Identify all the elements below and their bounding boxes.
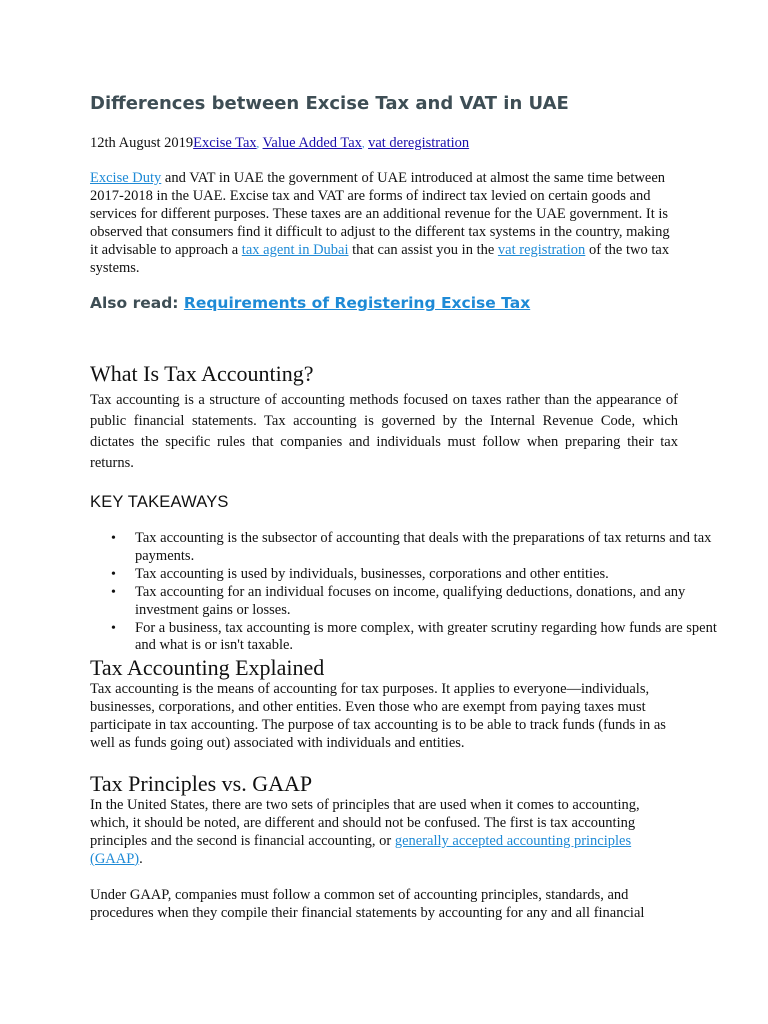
intro-text-3: of the two tax systems. xyxy=(90,241,670,276)
category-link-excise-tax[interactable]: Excise Tax xyxy=(193,135,257,151)
also-read-link[interactable]: Requirements of Registering Excise Tax xyxy=(183,294,531,312)
tax-agent-link[interactable]: tax agent in Dubai xyxy=(241,241,349,258)
section-heading-principles: Tax Principles vs. GAAP xyxy=(90,771,313,796)
key-takeaways-list xyxy=(90,530,723,655)
list-item: • Tax accounting for an individual focuses on income, qualifying deductions, donations, and any investment gains or losses. xyxy=(135,584,723,620)
section-body-tax-accounting: Tax accounting is a structure of accounting methods focused on taxes rather than the appearance of public financial statements. Tax accounting is governed by the Internal Revenue Code, which dictates the specific rules that companies and individuals must follow when preparing their tax returns. xyxy=(90,392,678,471)
intro-paragraph xyxy=(90,170,678,277)
vat-registration-link[interactable]: vat registration xyxy=(497,241,586,258)
page-title: Differences between Excise Tax and VAT in UAE xyxy=(90,93,569,114)
category-link-value-added-tax[interactable]: Value Added Tax xyxy=(262,135,362,151)
excise-duty-link[interactable]: Excise Duty xyxy=(90,170,162,186)
post-meta xyxy=(90,133,678,155)
list-item: • For a business, tax accounting is more complex, with greater scrutiny regarding how funds are spent and what is or isn't taxable. xyxy=(135,620,723,656)
section-heading-tax-accounting: What Is Tax Accounting? xyxy=(90,361,314,386)
list-item: • Tax accounting is the subsector of accounting that deals with the preparations of tax returns and tax payments. xyxy=(135,530,723,566)
principles-period: . xyxy=(139,850,143,867)
also-read-label: Also read: xyxy=(90,294,184,312)
intro-text-2: that can assist you in the xyxy=(348,241,498,258)
section-heading-explained: Tax Accounting Explained xyxy=(90,655,325,680)
category-separator: , xyxy=(361,139,365,150)
also-read xyxy=(90,292,678,314)
category-separator: , xyxy=(256,139,260,150)
category-link-vat-deregistration[interactable]: vat deregistration xyxy=(368,135,470,151)
principles-text: In the United States, there are two sets of principles that are used when it comes to accounting, which, it should be noted, are different and should not be confused. The first is tax accounting principles and the second is financial accounting, or xyxy=(90,797,640,849)
gaap-link[interactable]: generally accepted accounting principles (GAAP) xyxy=(90,832,632,867)
post-date: 12th August 2019 xyxy=(90,135,194,151)
key-takeaways-heading: KEY TAKEAWAYS xyxy=(90,493,229,511)
section-body-explained: Tax accounting is the means of accounting for tax purposes. It applies to everyone—individuals, businesses, corporations, and other entities. Even those who are exempt from paying taxes must participate in tax accounting. The purpose of tax accounting is to be able to track funds (funds in as well as funds going out) associated with individuals and entities. xyxy=(90,681,666,751)
intro-text-1: and VAT in UAE the government of UAE introduced at almost the same time between 2017-2018 in the UAE. Excise tax and VAT are forms of indirect tax levied on certain goods and services for different purposes. These taxes are an additional revenue for the UAE government. It is observed that consumers find it difficult to adjust to the different tax systems in the country, making it advisable to approach a xyxy=(90,170,670,258)
section-body-gaap: Under GAAP, companies must follow a common set of accounting principles, standards, and procedures when they compile their financial statements by accounting for any and all financial xyxy=(90,887,645,921)
section-body-principles xyxy=(90,797,678,869)
list-item: • Tax accounting is used by individuals, businesses, corporations and other entities. xyxy=(135,566,723,584)
